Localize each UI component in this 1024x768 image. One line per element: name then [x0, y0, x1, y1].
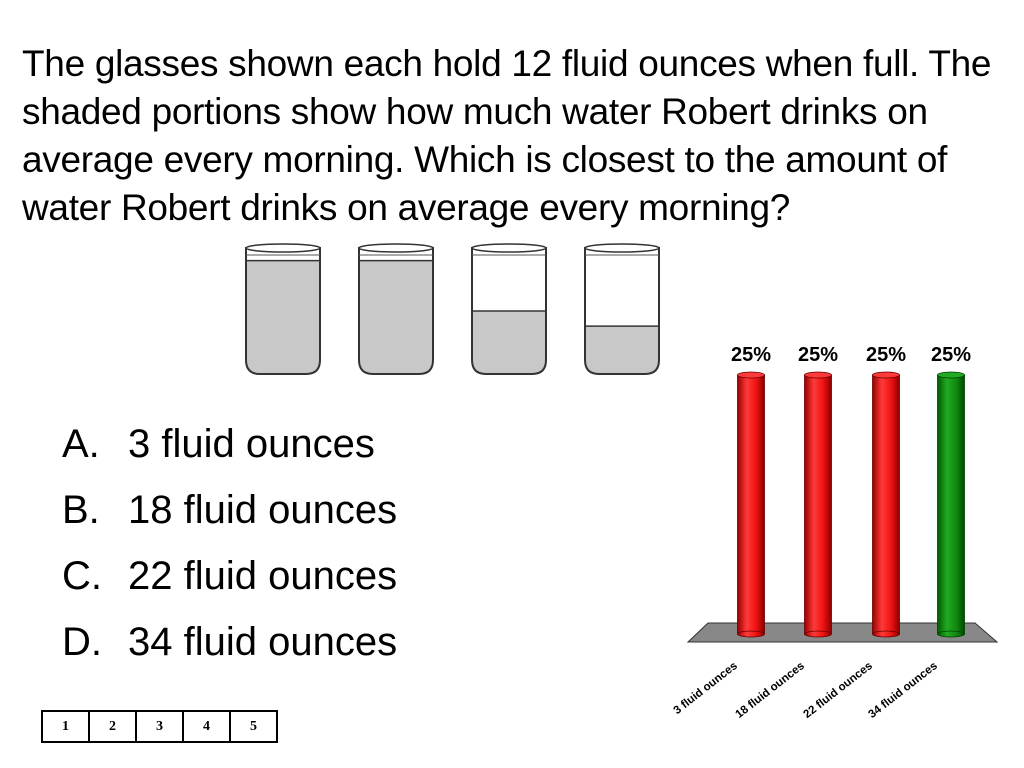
water-fill [359, 261, 433, 374]
page-navigator [41, 710, 278, 743]
bar-base [805, 631, 832, 637]
glass-rim [246, 244, 320, 252]
glass [585, 244, 659, 374]
bar-base [873, 631, 900, 637]
glasses-illustration [238, 236, 668, 381]
response-bar-chart [660, 330, 1020, 740]
bar-cap [938, 372, 965, 378]
choice-letter: D. [62, 620, 102, 664]
bar-cap [738, 372, 765, 378]
bar [805, 375, 832, 634]
glass [246, 244, 320, 374]
choice-a[interactable] [62, 414, 397, 480]
bar-base [738, 631, 765, 637]
choice-letter: A. [62, 422, 100, 466]
water-fill [472, 311, 546, 374]
bar-value-label: 25% [865, 344, 907, 366]
bar-group [738, 372, 765, 637]
choice-c[interactable] [62, 546, 397, 612]
question-text: The glasses shown each hold 12 fluid ounces when full. The shaded portions show how much water Robert drinks on average every morning. Which is closest to the amount of water Robert drinks on average every morning? [22, 43, 992, 228]
bar-group [873, 372, 900, 637]
bar-base [938, 631, 965, 637]
answer-choices [62, 414, 397, 678]
choice-b[interactable] [62, 480, 397, 546]
bar-value-label: 25% [730, 344, 772, 366]
page-button-1[interactable]: 1 [43, 712, 90, 741]
choice-text: 18 fluid ounces [128, 488, 398, 532]
water-fill [585, 326, 659, 374]
bar [938, 375, 965, 634]
choice-letter: B. [62, 488, 100, 532]
bar-cap [873, 372, 900, 378]
bar [738, 375, 765, 634]
choice-text: 3 fluid ounces [128, 422, 375, 466]
bar [873, 375, 900, 634]
glass-rim [472, 244, 546, 252]
choice-letter: C. [62, 554, 102, 598]
page-button-3[interactable]: 3 [137, 712, 184, 741]
choice-d[interactable] [62, 612, 397, 678]
page-button-5[interactable]: 5 [250, 719, 257, 734]
bar-group [938, 372, 965, 637]
bar-cap [805, 372, 832, 378]
category-label: 18 fluid ounces [733, 659, 807, 721]
bar-value-label: 25% [797, 344, 839, 366]
glass [359, 244, 433, 374]
category-label: 3 fluid ounces [671, 659, 740, 717]
glass-rim [359, 244, 433, 252]
bar-group [805, 372, 832, 637]
choice-text: 22 fluid ounces [128, 554, 398, 598]
category-label: 22 fluid ounces [801, 659, 875, 721]
page-button-4[interactable]: 4 [184, 712, 231, 741]
water-fill [246, 261, 320, 374]
choice-text: 34 fluid ounces [128, 620, 398, 664]
category-label: 34 fluid ounces [866, 659, 940, 721]
glass [472, 244, 546, 374]
page-button-2[interactable]: 2 [90, 712, 137, 741]
bar-value-label: 25% [930, 344, 972, 366]
glass-rim [585, 244, 659, 252]
